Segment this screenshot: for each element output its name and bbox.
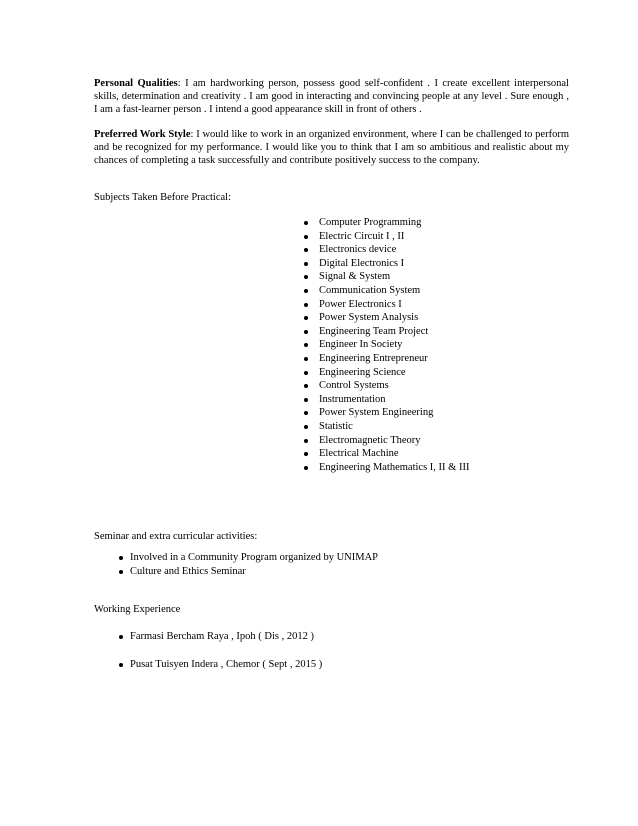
list-item-text: Engineering Science bbox=[319, 366, 406, 378]
list-item bbox=[319, 393, 469, 407]
personal-qualities-label: Personal Qualities bbox=[94, 78, 178, 89]
list-item bbox=[319, 298, 469, 312]
list-item bbox=[319, 366, 469, 380]
bullet-icon bbox=[304, 466, 308, 470]
list-item-text: Engineering Team Project bbox=[319, 325, 429, 337]
bullet-icon bbox=[304, 316, 308, 320]
list-item bbox=[319, 406, 469, 420]
bullet-icon bbox=[119, 556, 123, 560]
list-item-text: Engineer In Society bbox=[319, 339, 403, 351]
subjects-list bbox=[319, 216, 469, 474]
list-item-text: Computer Programming bbox=[319, 217, 422, 228]
bullet-icon bbox=[304, 343, 308, 347]
bullet-icon bbox=[304, 330, 308, 334]
bullet-icon bbox=[304, 371, 308, 375]
subjects-heading: Subjects Taken Before Practical: bbox=[94, 192, 231, 203]
list-item-text: Culture and Ethics Seminar bbox=[130, 566, 246, 577]
list-item-text: Electric Circuit I , II bbox=[319, 230, 405, 242]
preferred-work-style-paragraph bbox=[94, 128, 569, 167]
list-item bbox=[319, 447, 469, 461]
bullet-icon bbox=[304, 275, 308, 279]
work-experience-list bbox=[130, 630, 322, 686]
list-item bbox=[319, 352, 469, 366]
list-item bbox=[130, 565, 378, 579]
list-item-text: Power System Engineering bbox=[319, 407, 434, 419]
bullet-icon bbox=[304, 289, 308, 293]
personal-qualities-text: : I am hardworking person, possess good self-confident . I create excellent interpersonal skills, determination and creativity . I am good in interacting and convincing people at any level . Sure enough , I am a fast-learner person . I intend a good appearance skill in front of others . bbox=[94, 78, 569, 115]
list-item bbox=[319, 379, 469, 393]
preferred-work-style-text: : I would like to work in an organized environment, where I can be challenged to perform and be recognized for my performance. I would like you to think that I am so ambitious and realistic about my chances of completing a task successfully and contribute positively success to the company. bbox=[94, 129, 569, 166]
bullet-icon bbox=[119, 663, 123, 667]
preferred-work-style-label: Preferred Work Style bbox=[94, 129, 191, 140]
list-item-text: Involved in a Community Program organized by UNIMAP bbox=[130, 552, 378, 563]
personal-qualities-paragraph bbox=[94, 77, 569, 116]
bullet-icon bbox=[304, 425, 308, 429]
bullet-icon bbox=[304, 235, 308, 239]
bullet-icon bbox=[304, 248, 308, 252]
list-item bbox=[319, 230, 469, 244]
list-item-text: Electronics device bbox=[319, 244, 397, 256]
list-item bbox=[319, 420, 469, 434]
list-item bbox=[319, 325, 469, 339]
list-item bbox=[319, 461, 469, 475]
list-item bbox=[319, 243, 469, 257]
list-item-text: Electrical Machine bbox=[319, 448, 399, 460]
bullet-icon bbox=[304, 452, 308, 456]
list-item bbox=[319, 216, 469, 230]
list-item-text: Engineering Entrepreneur bbox=[319, 352, 428, 364]
list-item bbox=[319, 311, 469, 325]
bullet-icon bbox=[304, 439, 308, 443]
bullet-icon bbox=[304, 357, 308, 361]
bullet-icon bbox=[304, 398, 308, 402]
list-item-text: Control Systems bbox=[319, 380, 389, 392]
list-item-text: Instrumentation bbox=[319, 393, 386, 405]
list-item bbox=[130, 630, 322, 658]
seminar-heading: Seminar and extra curricular activities: bbox=[94, 531, 258, 542]
list-item bbox=[130, 551, 378, 565]
bullet-icon bbox=[304, 411, 308, 415]
list-item-text: Pusat Tuisyen Indera , Chemor ( Sept , 2015 ) bbox=[130, 659, 323, 670]
list-item bbox=[319, 284, 469, 298]
list-item bbox=[319, 434, 469, 448]
list-item bbox=[130, 658, 322, 686]
list-item-text: Engineering Mathematics I, II & III bbox=[319, 461, 470, 473]
list-item bbox=[319, 338, 469, 352]
seminar-list bbox=[130, 551, 378, 579]
list-item-text: Digital Electronics I bbox=[319, 257, 405, 269]
list-item-text: Power System Analysis bbox=[319, 312, 419, 324]
bullet-icon bbox=[119, 570, 123, 574]
list-item bbox=[319, 257, 469, 271]
bullet-icon bbox=[304, 221, 308, 225]
list-item-text: Electromagnetic Theory bbox=[319, 434, 421, 446]
bullet-icon bbox=[304, 384, 308, 388]
list-item-text: Farmasi Bercham Raya , Ipoh ( Dis , 2012 ) bbox=[130, 631, 315, 642]
bullet-icon bbox=[119, 635, 123, 639]
bullet-icon bbox=[304, 303, 308, 307]
list-item-text: Statistic bbox=[319, 420, 353, 432]
list-item-text: Power Electronics I bbox=[319, 298, 402, 310]
bullet-icon bbox=[304, 262, 308, 266]
list-item-text: Communication System bbox=[319, 284, 421, 296]
list-item-text: Signal & System bbox=[319, 271, 391, 283]
list-item bbox=[319, 270, 469, 284]
work-experience-heading: Working Experience bbox=[94, 604, 181, 615]
